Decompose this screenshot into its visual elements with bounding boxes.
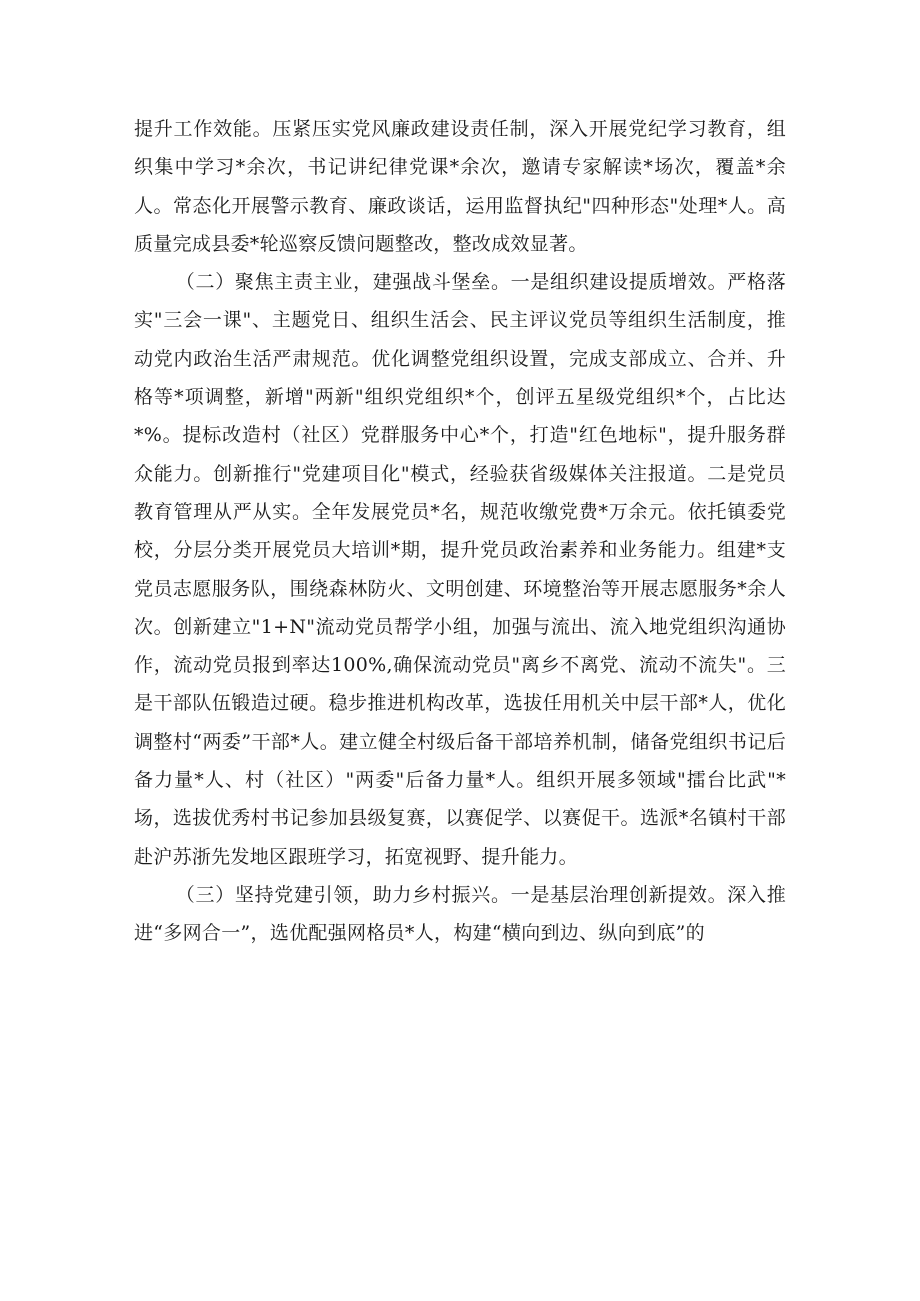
paragraph-section-three: （三）坚持党建引领，助力乡村振兴。一是基层治理创新提效。深入推进“多网合一”，选优配强网格员*人，构建“横向到边、纵向到底”的 bbox=[134, 883, 786, 945]
document-body bbox=[134, 110, 786, 953]
paragraph-section-two: （二）聚焦主责主业，建强战斗堡垒。一是组织建设提质增效。严格落实"三会一课"、主题党日、组织生活会、民主评议党员等组织生活制度，推动党内政治生活严肃规范。优化调整党组织设置，完成支部成立、合并、升格等*项调整，新增"两新"组织党组织*个，创评五星级党组织*个，占比达*%。提标改造村（社区）党群服务中心*个，打造"红色地标"，提升服务群众能力。创新推行"党建项目化"模式，经验获省级媒体关注报道。二是党员教育管理从严从实。全年发展党员*名，规范收缴党费*万余元。依托镇委党校，分层分类开展党员大培训*期，提升党员政治素养和业务能力。组建*支党员志愿服务队，围绕森林防火、文明创建、环境整治等开展志愿服务*余人次。创新建立"1+N"流动党员帮学小组，加强与流出、流入地党组织沟通协作，流动党员报到率达100%,确保流动党员"离乡不离党、流动不流失"。三是干部队伍锻造过硬。稳步推进机构改革，选拔任用机关中层干部*人，优化调整村“两委”干部*人。建立健全村级后备干部培养机制，储备党组织书记后备力量*人、村（社区）"两委"后备力量*人。组织开展多领域"擂台比武"*场，选拔优秀村书记参加县级复赛，以赛促学、以赛促干。选派*名镇村干部赴沪苏浙先发地区跟班学习，拓宽视野、提升能力。 bbox=[134, 271, 786, 868]
paragraph-continuation: 提升工作效能。压紧压实党风廉政建设责任制，深入开展党纪学习教育，组织集中学习*余次，书记讲纪律党课*余次，邀请专家解读*场次，覆盖*余人。常态化开展警示教育、廉政谈话，运用监督执纪"四种形态"处理*人。高质量完成县委*轮巡察反馈问题整改，整改成效显著。 bbox=[134, 118, 786, 255]
